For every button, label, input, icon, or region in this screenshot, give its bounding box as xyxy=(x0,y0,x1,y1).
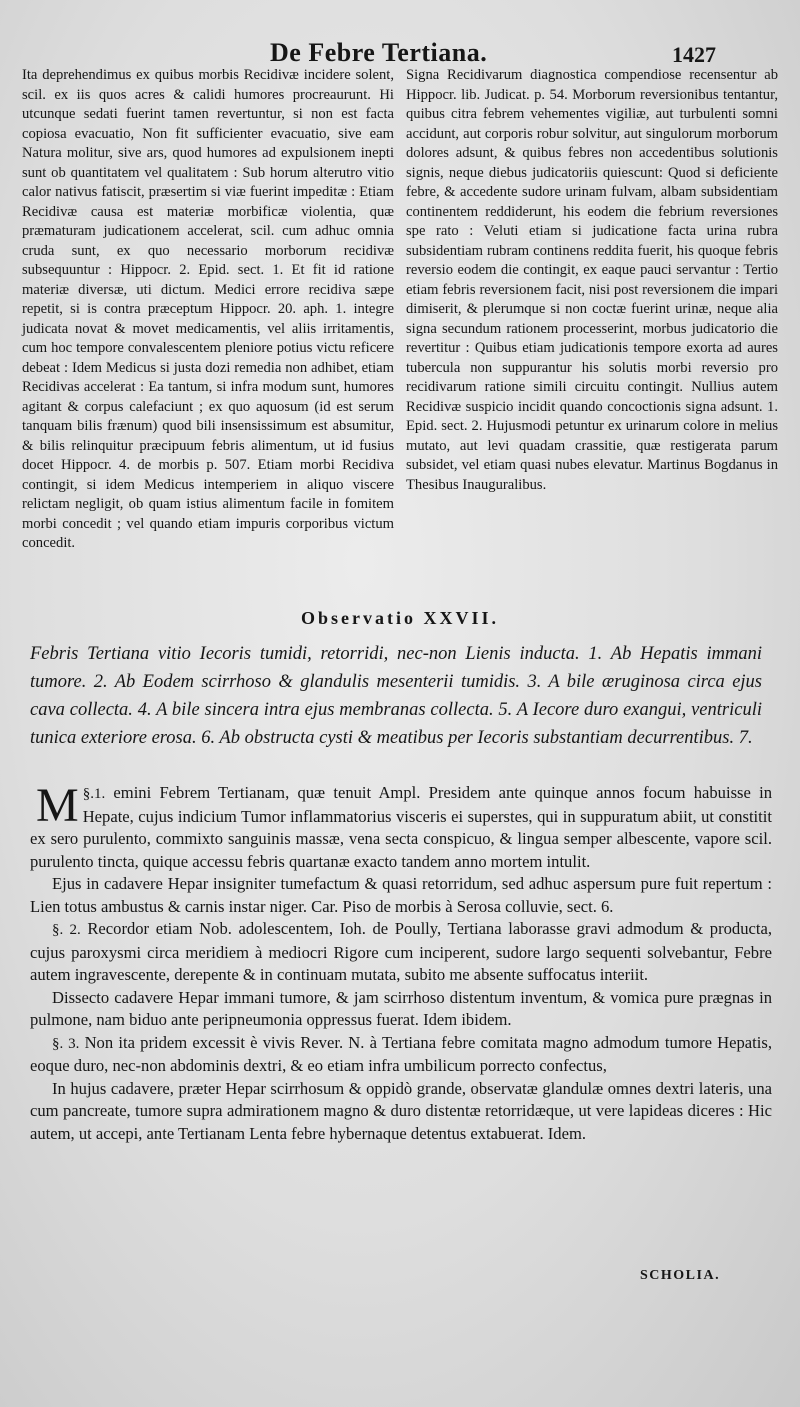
section-marker: §. 3. xyxy=(52,1035,80,1052)
drop-cap: M xyxy=(36,779,79,832)
observation-heading: Observatio XXVII. xyxy=(301,608,499,628)
section-2-paragraph xyxy=(30,918,772,987)
section-1-autopsy: Ejus in cadavere Hepar insigniter tumefactum & quasi retorridum, sed adhuc aspersum pure fuit repertum : Lien totus ambustus & carnis instar niger. Car. Piso de morbis à Serosa colluvie, sect. 6. xyxy=(30,874,772,916)
left-column xyxy=(22,66,394,554)
observation-body xyxy=(30,779,772,1145)
observation-summary: Febris Tertiana vitio Iecoris tumidi, retorridi, nec-non Lienis inducta. 1. Ab Hepatis immani tumore. 2. Ab Eodem scirrhoso & glandulis mesenterii tumidis. 3. A bile æruginosa circa ejus cava collecta. 4. A bile sincera intra ejus membranas collecta. 5. A Iecore duro exangui, ventriculi tunica exteriore erosa. 6. Ab obstructa cysti & meatibus per Iecoris substantiam decurrentibus. 7. xyxy=(30,644,762,748)
section-marker: §. 2. xyxy=(52,922,81,938)
catchword: SCHOLIA. xyxy=(640,1268,721,1283)
section-text: Recordor etiam Nob. adolescentem, Ioh. de Poully, Tertiana laborasse gravi admodum & producta, cujus paroxysmi circa meridiem à mediocri Rigore cum inciperent, sudore largo sequenti solvebantur, Febre autem ingravescente, derepente & in continuam mutata, subito me absente suffocatus interiit. xyxy=(30,919,772,984)
section-2-autopsy: Dissecto cadavere Hepar immani tumore, & jam scirrhoso distentum inventum, & vomica pure prægnas in pulmone, nam biduo ante peripneumonia oppressus fuerat. Idem ibidem. xyxy=(30,987,772,1029)
left-paragraph: Ita deprehendimus ex quibus morbis Recidivæ incidere solent, scil. ex iis quos acres & calidi humores procreaurunt. Hi utcunque sedati fuerint tamen revertuntur, si non est facta copiosa evacuatio, Non fit sufficienter evacuatio, sive eam Natura molitur, sive ars, quod humores ad expulsionem inepti sunt ob quantitatem vel qualitatem : Sub horum alterutro vitio calor nativus fatiscit, præsertim si viæ fuerint impeditæ : Etiam Recidivæ causa est materiæ morbificæ violentia, quæ præmaturam judicationem accelerat, scil. cum adhuc omnia cruda sunt, ex quo necessario morborum recidivæ subsequuntur : Hippocr. 2. Epid. sect. 1. Et fit id ratione materiæ diversæ, uti dictum. Medici errore recidiva sæpe repetit, si is contra præceptum Hippocr. 20. aph. 1. integre judicata novat & movet medicamentis, vel aliis irritamentis, cum hoc tempore convalescentem pleniore potius victu reficere debeat : Idem Medicus si justa dozi remedia non adhibet, etiam Recidivas accelerat : Ea tantum, si infra modum sunt, humores agitant & corpus calefaciunt ; ex quo aquosum (id est serum tanquam bilis frænum) quod bili insensissimum est absumitur, & bilis relinquitur præcipuum febris alimentum, ut id fusius docet Hippocr. 4. de morbis p. 507. Etiam morbi Recidiva contingit, si idem Medicus intemperiem in aliquo viscere relictam negligit, ob quam istius alimentum facile in fomitem morbi concedit ; vel quando etiam impuris corporibus victum concedit. xyxy=(22,67,394,551)
right-paragraph: Signa Recidivarum diagnostica compendiose recensentur ab Hippocr. lib. Judicat. p. 54. Morborum reversionibus tentantur, quibus citra febrem vehementes vigiliæ, aut turbulenti somni accidunt, aut corporis robur solvitur, aut singulorum morborum dolores adsunt, & quibus febres non accedentibus solutionis signis, neque diebus judicatoriis quiescunt: Quod si deficiente febre, & accedente sudore urinam fulvam, albam subsidentiam continentem reddiderunt, his eodem die febrium reversiones spe rato : Veluti etiam si judicatione facta urina rubra subsidentiam rubram continens reddita fuerit, his quoque febris reversio eodem die contingit, ex eaque pauci servantur : Tertio etiam febris reversionem facit, nisi post reversionem die impari dimiserit, & plerumque si non coctæ fuerint urinæ, neque alia signa secundum rationem processerint, morbus judicatorio die revertitur : Quibus etiam judicationis tempore exorta ad aures tubercula non suppurantur his solutis morbi reversio pro recidivarum ratione simili circuitu contingit. Nullius autem Recidivæ suspicio incidit quando concoctionis signa adsunt. 1. Epid. sect. 2. Hujusmodi petuntur ex urinarum colore in melius mutato, aut levi quadam crassitie, quæ restigerata parum subsidet, vel etiam quasi nubes elevatur. Martinus Bogdanus in Thesibus Inauguralibus. xyxy=(406,67,778,493)
section-marker: §.1. xyxy=(82,786,106,802)
two-column-text xyxy=(22,66,782,586)
section-3-paragraph xyxy=(30,1032,772,1078)
right-column xyxy=(406,66,778,495)
section-1-paragraph xyxy=(30,779,772,873)
section-text: Non ita pridem excessit è vivis Rever. N. à Tertiana febre comitata magno admodum tumore Hepatis, eoque duro, nec-non abdominis dextri, & eo etiam infra umbilicum porrecto confectus, xyxy=(30,1032,772,1075)
page-number: 1427 xyxy=(672,42,716,67)
section-3-autopsy: In hujus cadavere, præter Hepar scirrhosum & oppidò grande, observatæ glandulæ omnes dextri lateris, una cum pancreate, tumore supra admirationem magno & duro distentæ retorridæque, ut vere lapideas diceres : Hic autem, ut accepi, ante Tertianam Lenta febre hybernaque detentus extabuerat. Idem. xyxy=(30,1078,772,1143)
section-text: emini Febrem Tertianam, quæ tenuit Ampl. Presidem ante quinque annos focum habuisse in Hepate, cujus indicium Tumor inflammatorius visceris ei superstes, qui in suppuratum abiit, ut constitit ex sero purulento, commixto sanguinis massæ, vena secta conspicuo, & lingua semper albescente, vapore scil. purulento tincta, quique accessu febris quartanæ exacto tandem anno mortem intulit. xyxy=(30,783,772,871)
running-title: De Febre Tertiana. xyxy=(270,38,488,67)
